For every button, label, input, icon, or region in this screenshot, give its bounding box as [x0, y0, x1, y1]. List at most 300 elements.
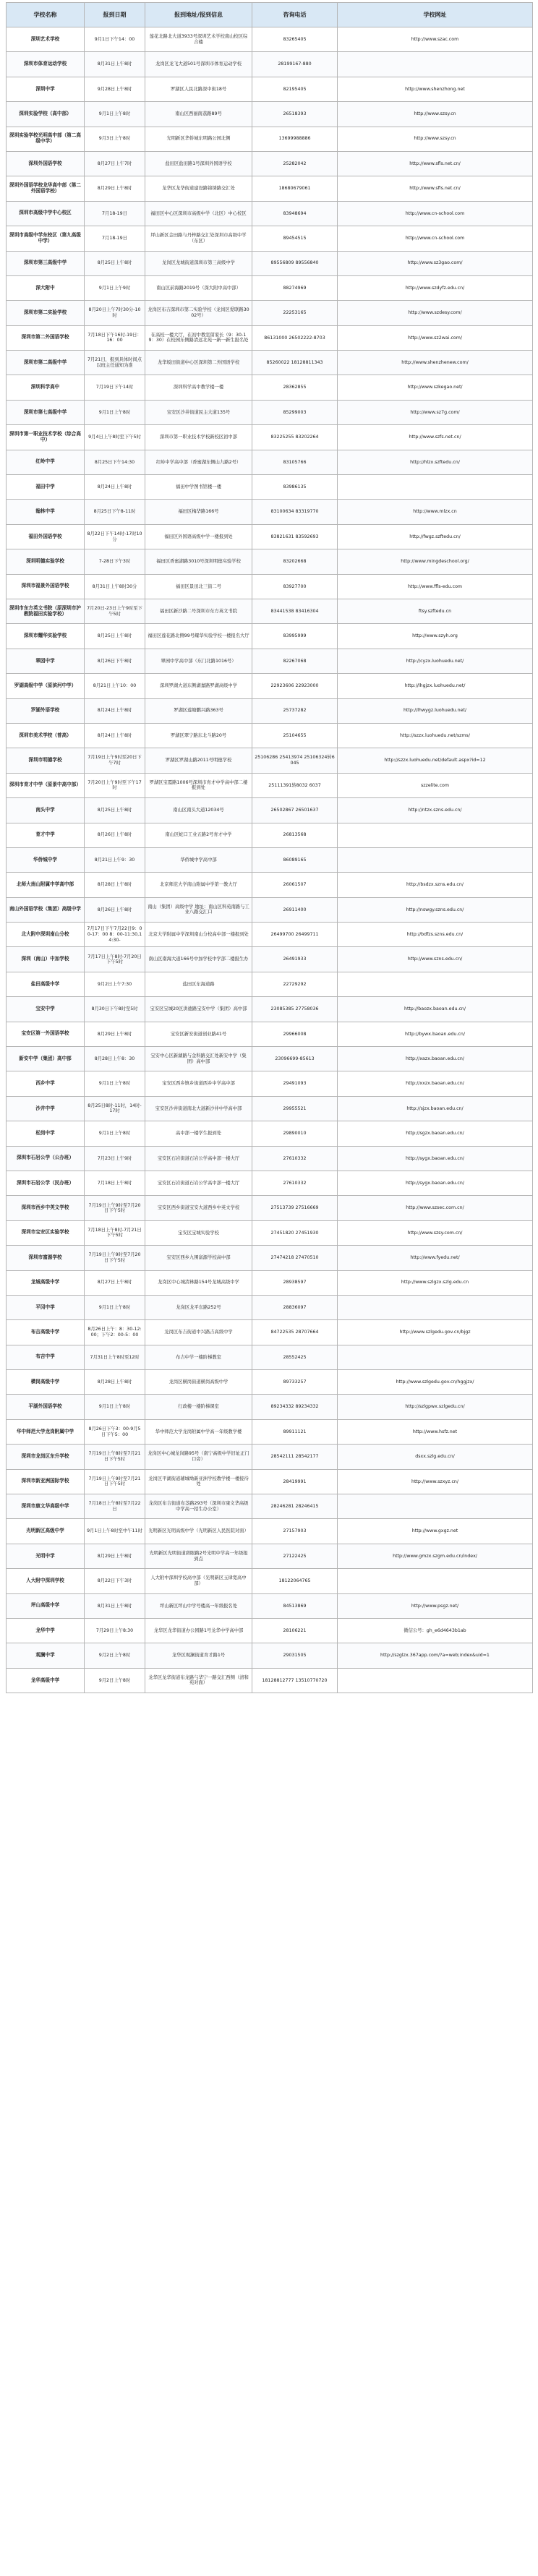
report-address-cell: 福田区中心区深圳市高级中学（北区）中心校区	[145, 201, 252, 226]
school-name-cell: 深圳市美术学校（普高）	[7, 723, 85, 748]
table-row	[7, 1419, 533, 1444]
website-cell[interactable]: http://www.szlgedu.gov.cn/bjgz	[338, 1320, 533, 1345]
table-row	[7, 275, 533, 300]
website-cell[interactable]: http://www.hsfz.net	[338, 1419, 533, 1444]
phone-cell: 25111391转8032 6037	[252, 773, 338, 797]
table-row	[7, 77, 533, 101]
school-name-cell: 育才中学	[7, 823, 85, 847]
table-row	[7, 1121, 533, 1146]
report-address-cell: 宝安区西乡镇乡街道西乡中学高中部	[145, 1071, 252, 1096]
report-date-cell: 9月3日上午8时	[85, 127, 145, 151]
report-address-cell: 莲花北路北大道3933号深圳艺术学校南山校区综合楼	[145, 27, 252, 52]
table-row	[7, 201, 533, 226]
website-cell[interactable]: http://fwgz.szftedu.cn/	[338, 524, 533, 549]
phone-cell: 28362855	[252, 375, 338, 400]
table-row	[7, 723, 533, 748]
report-address-cell: 南山区南头大道12034号	[145, 798, 252, 823]
phone-cell: 83948694	[252, 201, 338, 226]
phone-cell: 83225255 83202264	[252, 425, 338, 450]
phone-cell: 83265405	[252, 27, 338, 52]
school-name-cell: 深圳（南山）中加学校	[7, 947, 85, 972]
phone-cell: 89234332 89234332	[252, 1395, 338, 1419]
website-cell[interactable]: http://www.shenzhenew.com/	[338, 351, 533, 375]
report-address-cell: 南山区西丽南荔路89号	[145, 102, 252, 127]
school-name-cell: 深圳明德实验学校	[7, 549, 85, 574]
header-row	[7, 3, 533, 27]
school-name-cell: 深圳市龙岗区东升学校	[7, 1445, 85, 1469]
report-date-cell: 9月1日下午14：00	[85, 27, 145, 52]
report-date-cell: 7月19日上午9时至7月20日下午5时	[85, 1196, 145, 1220]
website-cell[interactable]: 微信公号：gh_e6d4643b1ab	[338, 1619, 533, 1643]
phone-cell: 27157903	[252, 1519, 338, 1544]
school-name-cell: 深圳市石岩公学（公办班）	[7, 1146, 85, 1171]
website-cell[interactable]: http://www.mingdeschool.org/	[338, 549, 533, 574]
report-date-cell: 7月23日上午9时	[85, 1146, 145, 1171]
report-date-cell: 7-28日下午3时	[85, 549, 145, 574]
table-row	[7, 1469, 533, 1494]
report-date-cell: 9月1日上午8时	[85, 1295, 145, 1319]
phone-cell: 29031505	[252, 1643, 338, 1668]
website-cell[interactable]: http://xazx.baoan.edu.cn/	[338, 1047, 533, 1071]
website-cell[interactable]: http://www.szkegao.net/	[338, 375, 533, 400]
report-date-cell: 9月1日上午8时	[85, 1071, 145, 1096]
website-cell[interactable]: http://www.szlgzx.szlg.edu.cn	[338, 1270, 533, 1295]
website-cell[interactable]: http://lhwygz.luohuedu.net/	[338, 698, 533, 723]
report-date-cell: 9月1日上午9时	[85, 275, 145, 300]
website-cell[interactable]: http://www.mlzx.cn	[338, 500, 533, 524]
report-date-cell: 8月31日上午8时	[85, 1593, 145, 1618]
phone-cell: 83202668	[252, 549, 338, 574]
phone-cell: 27610332	[252, 1171, 338, 1195]
phone-cell: 83441538 83416304	[252, 599, 338, 623]
website-cell[interactable]: http://www.szlgedu.gov.cn/hggjzx/	[338, 1370, 533, 1395]
report-address-cell: 深圳罗湖大道东侧湖嘉路罗湖高级中学	[145, 674, 252, 698]
school-name-cell: 沙井中学	[7, 1096, 85, 1121]
website-cell[interactable]: http://sjzx.baoan.edu.cn/	[338, 1096, 533, 1121]
report-date-cell: 7月29日上午8:30	[85, 1619, 145, 1643]
website-cell[interactable]: http://www.sz2wai.com/	[338, 325, 533, 350]
report-date-cell: 8月24日上午8时	[85, 475, 145, 500]
school-name-cell: 深圳市育才中学（原景中高中部）	[7, 773, 85, 797]
report-address-cell: 深圳市第一职业技术学校新校区初中部	[145, 425, 252, 450]
report-address-cell: 龙岗区中心城龙岗路95号（南宁高级中学旧址正门口旁）	[145, 1445, 252, 1469]
website-cell[interactable]: http://www.szac.com	[338, 27, 533, 52]
school-name-cell: 罗湖外语学校	[7, 698, 85, 723]
phone-cell: 27513739 27516669	[252, 1196, 338, 1220]
page	[6, 2, 532, 1693]
school-name-cell: 深圳市第一职业技术学校（综合高中）	[7, 425, 85, 450]
report-address-cell: 罗湖区人民北路深中街18号	[145, 77, 252, 101]
website-cell[interactable]: http://www.fyedu.net/	[338, 1246, 533, 1270]
website-cell[interactable]: http://szzx.luohuedu.net/szms/	[338, 723, 533, 748]
school-name-cell: 深圳市宝安区实验学校	[7, 1220, 85, 1245]
website-cell[interactable]: http://www.psgz.net/	[338, 1593, 533, 1618]
report-date-cell: 7月19日上午8时至7月21日下午5时	[85, 1445, 145, 1469]
report-date-cell: 8月27日上午7时	[85, 151, 145, 176]
website-cell[interactable]: http://baozx.baoan.edu.cn/	[338, 997, 533, 1022]
school-name-cell: 松岗中学	[7, 1121, 85, 1146]
school-registration-table	[6, 2, 533, 1693]
report-address-cell: 坪山新区金田路与丹梓路交汇处深圳市高级中学（东区）	[145, 226, 252, 251]
school-name-cell: 北师大南山附属中学高中部	[7, 873, 85, 897]
website-cell[interactable]: http://sygx.baoan.edu.cn/	[338, 1146, 533, 1171]
phone-cell: 83927700	[252, 574, 338, 599]
report-address-cell: 宝安区石岩街道石岩公学高中部一楼大厅	[145, 1146, 252, 1171]
phone-cell: 85299003	[252, 400, 338, 424]
phone-cell: 22253165	[252, 301, 338, 325]
header-phone: 咨询电话	[252, 3, 338, 27]
report-address-cell: 龙华区龙华街道建设路锦绣路交汇处	[145, 176, 252, 201]
school-name-cell: 深圳市第二实验学校	[7, 301, 85, 325]
website-cell[interactable]: http://ntzx.szns.edu.cn/	[338, 798, 533, 823]
table-row	[7, 400, 533, 424]
school-name-cell: 深圳中学	[7, 77, 85, 101]
table-row	[7, 698, 533, 723]
report-address-cell: 龙华区龙华街道办公园路1号龙华中学高中部	[145, 1619, 252, 1643]
phone-cell: 86131000 26502222-8703	[252, 325, 338, 350]
report-address-cell: 北京大学附属中学深圳南山分校高中部一楼报到处	[145, 923, 252, 947]
phone-cell: 84722535 28707664	[252, 1320, 338, 1345]
report-address-cell: 罗湖区罗湖山路2011号明德学校	[145, 748, 252, 773]
report-date-cell: 8月29日上午8时	[85, 1022, 145, 1046]
phone-cell: 83995999	[252, 624, 338, 649]
school-name-cell: 新安中学（集团）高中部	[7, 1047, 85, 1071]
report-date-cell: 7月18日上午8时至7月22日	[85, 1494, 145, 1519]
website-cell[interactable]: szzelite.com	[338, 773, 533, 797]
table-row	[7, 1370, 533, 1395]
table-row	[7, 1643, 533, 1668]
report-address-cell: 福田区景田北三街二号	[145, 574, 252, 599]
school-name-cell: 坪山高级中学	[7, 1593, 85, 1618]
report-date-cell: 9月1日上午8时	[85, 102, 145, 127]
website-cell[interactable]: http://www.sfls.net.cn/	[338, 176, 533, 201]
website-cell[interactable]: ftsy.szftedu.cn	[338, 599, 533, 623]
report-address-cell: 南山区前海路2019号（深大附中高中部）	[145, 275, 252, 300]
header-website: 学校网址	[338, 3, 533, 27]
website-cell	[338, 1494, 533, 1519]
website-cell[interactable]: http://hlzx.szftedu.cn/	[338, 450, 533, 474]
website-cell	[338, 1569, 533, 1593]
header-date: 报到日期	[85, 3, 145, 27]
phone-cell: 29955521	[252, 1096, 338, 1121]
report-date-cell: 9月1日上午8时至中午11时	[85, 1519, 145, 1544]
website-cell[interactable]: http://lhgjzx.luohuedu.net/	[338, 674, 533, 698]
website-cell	[338, 52, 533, 77]
phone-cell: 27474218 27470510	[252, 1246, 338, 1270]
school-name-cell: 观澜中学	[7, 1643, 85, 1668]
school-name-cell: 深圳市耀华实验学校	[7, 624, 85, 649]
report-address-cell: 光明新区光明高级中学（光明新区人民医院对面）	[145, 1519, 252, 1544]
website-cell[interactable]: http://www.sz7g.com/	[338, 400, 533, 424]
school-name-cell: 深圳科学高中	[7, 375, 85, 400]
school-name-cell: 深圳外国语学校龙华高中部（第二外国语学校）	[7, 176, 85, 201]
report-address-cell: 盐田区东海道路	[145, 972, 252, 996]
report-address-cell: 福田区香蜜湖路3010号深圳明德实验学校	[145, 549, 252, 574]
table-row	[7, 1022, 533, 1046]
phone-cell: 28106221	[252, 1619, 338, 1643]
phone-cell: 26491933	[252, 947, 338, 972]
report-address-cell: 高中部一楼学生报到处	[145, 1121, 252, 1146]
phone-cell: 25737282	[252, 698, 338, 723]
report-address-cell: 宝安区新安街道创业路41号	[145, 1022, 252, 1046]
phone-cell: 28246281 28246415	[252, 1494, 338, 1519]
website-cell	[338, 475, 533, 500]
table-row	[7, 1071, 533, 1096]
report-address-cell: 南山（集团）高级中学 地址：南山区科苑南路与工业八路交汇口	[145, 897, 252, 922]
school-name-cell: 华侨城中学	[7, 847, 85, 872]
school-name-cell: 盐田高级中学	[7, 972, 85, 996]
report-date-cell: 8月27日上午8时	[85, 1270, 145, 1295]
website-cell[interactable]: http://www.szsy.cn	[338, 102, 533, 127]
school-name-cell: 深圳市康文华高级中学	[7, 1494, 85, 1519]
school-name-cell: 平冈中学	[7, 1295, 85, 1319]
school-name-cell: 深圳市高级中学东校区（第九高级中学）	[7, 226, 85, 251]
phone-cell: 26061507	[252, 873, 338, 897]
school-name-cell: 深圳市高级中学中心校区	[7, 201, 85, 226]
website-cell[interactable]: http://www.szsy.cn	[338, 127, 533, 151]
header-name: 学校名称	[7, 3, 85, 27]
report-date-cell: 8月31日上午8时	[85, 52, 145, 77]
report-date-cell: 8月25日8时-11时，14时-17时	[85, 1096, 145, 1121]
report-date-cell: 8月30日下午8时至5时	[85, 997, 145, 1022]
report-address-cell: 光明新区华侨城东明路公园北侧	[145, 127, 252, 151]
school-name-cell: 龙城高级中学	[7, 1270, 85, 1295]
school-name-cell: 宝安区第一外国语学校	[7, 1022, 85, 1046]
report-address-cell: 布吉中学一楼阶梯教室	[145, 1345, 252, 1369]
report-date-cell: 8月28日上午8：30	[85, 1047, 145, 1071]
school-name-cell: 深大附中	[7, 275, 85, 300]
table-row	[7, 1668, 533, 1693]
report-address-cell: 龙岗区布吉街道布茎路293号（深圳市康文华高级中学高一招生办公室）	[145, 1494, 252, 1519]
report-address-cell: 坪山新区坪山中学号楼高一年级报名处	[145, 1593, 252, 1618]
table-row	[7, 1569, 533, 1593]
school-name-cell: 深圳市第七高级中学	[7, 400, 85, 424]
phone-cell: 83100634 83319770	[252, 500, 338, 524]
table-row	[7, 1544, 533, 1568]
report-date-cell: 8月25日上午8时	[85, 624, 145, 649]
report-date-cell: 8月25日下午8-11时	[85, 500, 145, 524]
website-cell[interactable]: http://www.szyh.org	[338, 624, 533, 649]
report-address-cell: 红岭中学高中部（香蜜湖东侧山九路2号）	[145, 450, 252, 474]
website-cell[interactable]: http://www.szsec.com.cn/	[338, 1196, 533, 1220]
table-row	[7, 1047, 533, 1071]
table-row	[7, 798, 533, 823]
school-name-cell: 深圳市富源学校	[7, 1246, 85, 1270]
school-name-cell: 罗湖高级中学（原滨河中学）	[7, 674, 85, 698]
table-row	[7, 1619, 533, 1643]
website-cell[interactable]: http://bsdzx.szns.edu.cn/	[338, 873, 533, 897]
website-cell[interactable]: http://www.cn-school.com	[338, 201, 533, 226]
table-row	[7, 226, 533, 251]
phone-cell: 18680679061	[252, 176, 338, 201]
table-row	[7, 1146, 533, 1171]
school-name-cell: 深圳市第三高级中学	[7, 251, 85, 275]
website-cell[interactable]: http://bywx.baoan.edu.cn/	[338, 1022, 533, 1046]
website-cell[interactable]: http://www.szfs.net.cn/	[338, 425, 533, 450]
phone-cell: 82267068	[252, 649, 338, 673]
phone-cell: 28836097	[252, 1295, 338, 1319]
website-cell[interactable]: http://www.szxyz.cn/	[338, 1469, 533, 1494]
phone-cell: 22923606 22923000	[252, 674, 338, 698]
table-row	[7, 1395, 533, 1419]
phone-cell: 83105766	[252, 450, 338, 474]
table-row	[7, 450, 533, 474]
report-date-cell: 9月1日上午8时	[85, 1395, 145, 1419]
website-cell	[338, 823, 533, 847]
table-row	[7, 102, 533, 127]
report-address-cell: 龙华区观澜街道育才路1号	[145, 1643, 252, 1668]
website-cell[interactable]: http://www.szns.edu.cn/	[338, 947, 533, 972]
website-cell	[338, 972, 533, 996]
website-cell[interactable]: http://xxzx.baoan.edu.cn/	[338, 1071, 533, 1096]
report-address-cell: 龙岗区横岗街道横岗高级中学	[145, 1370, 252, 1395]
table-row	[7, 923, 533, 947]
phone-cell: 26518393	[252, 102, 338, 127]
phone-cell: 25104655	[252, 723, 338, 748]
school-name-cell: 平湖外国语学校	[7, 1395, 85, 1419]
report-address-cell: 华侨城中学高中部	[145, 847, 252, 872]
report-date-cell: 7月18日上午8时	[85, 1171, 145, 1195]
report-date-cell: 8月22日下午14时-17时10分	[85, 524, 145, 549]
website-cell[interactable]: http://cyzx.luohuedu.net/	[338, 649, 533, 673]
school-name-cell: 光明中学	[7, 1544, 85, 1568]
website-cell[interactable]: http://szglzx.367app.com/?a=web;index&uid=1	[338, 1643, 533, 1668]
phone-cell: 89556809 89556840	[252, 251, 338, 275]
report-date-cell: 9月1日上午8时	[85, 1121, 145, 1146]
phone-cell: 27122425	[252, 1544, 338, 1568]
website-cell[interactable]: http://www.szdesy.com/	[338, 301, 533, 325]
school-name-cell: 南头中学	[7, 798, 85, 823]
table-row	[7, 773, 533, 797]
phone-cell: 29966008	[252, 1022, 338, 1046]
report-address-cell: 行政楼一楼阶梯课室	[145, 1395, 252, 1419]
table-row	[7, 1246, 533, 1270]
phone-cell: 23096699-85613	[252, 1047, 338, 1071]
school-name-cell: 深圳实验学校（高中部）	[7, 102, 85, 127]
report-date-cell: 7月17日上午8时-7月20日下午5时	[85, 947, 145, 972]
report-date-cell: 8月25日上午8时	[85, 251, 145, 275]
report-address-cell: 光明新区光明街道碧眼路2号光明中学高一年级报到点	[145, 1544, 252, 1568]
report-address-cell: 宝安区宝城20区洪德路宝安中学（集团）高中部	[145, 997, 252, 1022]
table-row	[7, 947, 533, 972]
website-cell[interactable]: http://bdfzs.szns.edu.cn/	[338, 923, 533, 947]
website-cell[interactable]: http://www.shenzhong.net	[338, 77, 533, 101]
report-address-cell: 盐田区盐田路1号深圳外国语学校	[145, 151, 252, 176]
phone-cell: 89454515	[252, 226, 338, 251]
report-address-cell: 龙岗区龙城街道深圳市第三高级中学	[145, 251, 252, 275]
table-body	[7, 27, 533, 1693]
phone-cell: 84513869	[252, 1593, 338, 1618]
phone-cell: 18128812777 13510770720	[252, 1668, 338, 1693]
report-date-cell: 8月26日下午8时	[85, 649, 145, 673]
report-address-cell: 福田区梅华路166号	[145, 500, 252, 524]
report-address-cell: 福田区外国语高级中学一楼报到处	[145, 524, 252, 549]
website-cell[interactable]: http://szzx.luohuedu.net/default.aspx?id=12	[338, 748, 533, 773]
phone-cell: 27451820 27451930	[252, 1220, 338, 1245]
website-cell[interactable]: dsxx.szlg.edu.cn/	[338, 1445, 533, 1469]
report-address-cell: 龙岗区龙平东路252号	[145, 1295, 252, 1319]
report-date-cell: 8月22日下午3时	[85, 1569, 145, 1593]
table-row	[7, 500, 533, 524]
website-cell[interactable]: http://www.cn-school.com	[338, 226, 533, 251]
website-cell[interactable]: http://szlgpwx.szlgedu.cn/	[338, 1395, 533, 1419]
report-date-cell: 8月26日上午：8：30-12:00；下午2：00-5：00	[85, 1320, 145, 1345]
school-name-cell: 光明新区高级中学	[7, 1519, 85, 1544]
report-address-cell: 华中师范大学龙岗附属中学高一年级教学楼	[145, 1419, 252, 1444]
table-row	[7, 1445, 533, 1469]
report-address-cell: 罗湖区翠宁路东北斗路20号	[145, 723, 252, 748]
website-cell[interactable]: http://sgzx.baoan.edu.cn/	[338, 1121, 533, 1146]
report-date-cell: 9月2日上午7:30	[85, 972, 145, 996]
website-cell[interactable]: http://sygx.baoan.edu.cn/	[338, 1171, 533, 1195]
report-date-cell: 7月18日上午8时-7月21日下午5时	[85, 1220, 145, 1245]
website-cell	[338, 1668, 533, 1693]
report-date-cell: 7月20日上午9时至下午17时	[85, 773, 145, 797]
website-cell[interactable]: http://www.gmzx.szgm.edu.cn/index/	[338, 1544, 533, 1568]
school-name-cell: 深圳市石岩公学（民办班）	[7, 1171, 85, 1195]
table-row	[7, 375, 533, 400]
table-row	[7, 897, 533, 922]
school-name-cell: 翰林中学	[7, 500, 85, 524]
website-cell[interactable]: http://www.szdyfz.edu.cn/	[338, 275, 533, 300]
report-address-cell: 宝安区西乡街道宝安大道西乡中英文学校	[145, 1196, 252, 1220]
school-name-cell: 红岭中学	[7, 450, 85, 474]
phone-cell: 28419991	[252, 1469, 338, 1494]
report-date-cell: 9月1日上午8时	[85, 400, 145, 424]
report-date-cell: 9月4日上午8时至下午5时	[85, 425, 145, 450]
report-date-cell: 7月19日下午14时	[85, 375, 145, 400]
phone-cell: 29491093	[252, 1071, 338, 1096]
table-row	[7, 1295, 533, 1319]
report-date-cell: 8月29日上午8时	[85, 1544, 145, 1568]
table-row	[7, 475, 533, 500]
report-address-cell: 南山区南海大道166号中加学校中学部二楼报生办	[145, 947, 252, 972]
school-name-cell: 深圳市东方英文书院（原深圳市沪教院福田实验学校）	[7, 599, 85, 623]
website-cell[interactable]: http://www.gxgz.net	[338, 1519, 533, 1544]
report-date-cell: 7月19日上午9时至20日下午7时	[85, 748, 145, 773]
website-cell[interactable]: http://www.ffls-edu.com	[338, 574, 533, 599]
report-address-cell: 罗湖区宝霞路1006号深圳市育才中学高中部二楼报到处	[145, 773, 252, 797]
report-date-cell: 9月2日上午8时	[85, 1643, 145, 1668]
school-name-cell: 龙华中学	[7, 1619, 85, 1643]
report-date-cell: 8月31日上午8时30分	[85, 574, 145, 599]
report-address-cell: 福田中学图书馆楼一楼	[145, 475, 252, 500]
school-name-cell: 深圳市福景外国语学校	[7, 574, 85, 599]
table-row	[7, 524, 533, 549]
table-row	[7, 127, 533, 151]
table-row	[7, 1270, 533, 1295]
report-address-cell: 福田区莲花路北侧99号耀华实验学校一楼报名大厅	[145, 624, 252, 649]
table-row	[7, 1345, 533, 1369]
phone-cell: 26911400	[252, 897, 338, 922]
website-cell[interactable]: http://nswgy.szns.edu.cn/	[338, 897, 533, 922]
report-address-cell: 翠园中学高中部（东门北路1016号）	[145, 649, 252, 673]
website-cell[interactable]: http://www.sz3gao.com/	[338, 251, 533, 275]
report-date-cell: 9月28日上午8时	[85, 77, 145, 101]
table-row	[7, 674, 533, 698]
website-cell[interactable]: http://www.szsy.com.cn/	[338, 1220, 533, 1245]
report-date-cell: 8月26日上午8时	[85, 823, 145, 847]
report-address-cell: 宝安区沙井街道南北大道新沙井中学高中部	[145, 1096, 252, 1121]
website-cell[interactable]: http://www.sfls.net.cn/	[338, 151, 533, 176]
school-name-cell: 宝安中学	[7, 997, 85, 1022]
table-row	[7, 1320, 533, 1345]
report-date-cell: 7月19日上午9时至7月20日下午5时	[85, 1246, 145, 1270]
phone-cell: 22729292	[252, 972, 338, 996]
school-name-cell: 南山外国语学校（集团）高级中学	[7, 897, 85, 922]
table-row	[7, 1593, 533, 1618]
phone-cell: 88274969	[252, 275, 338, 300]
